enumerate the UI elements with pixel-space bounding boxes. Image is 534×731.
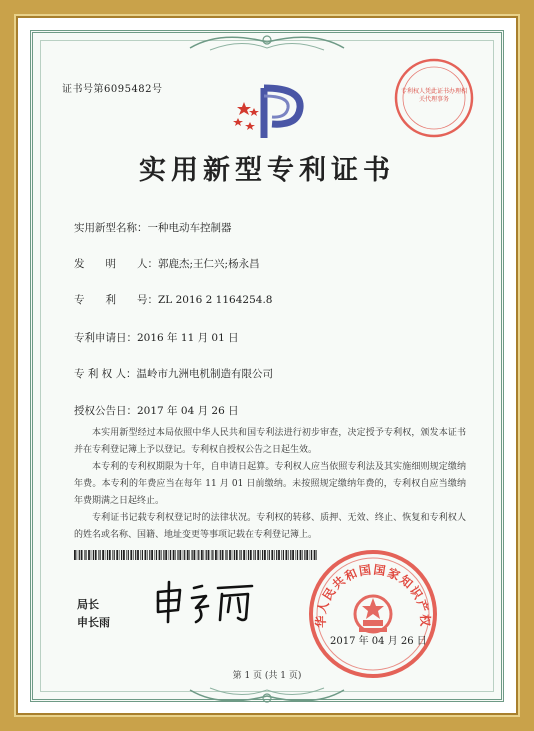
field-value: 2017 年 04 月 26 日 <box>137 405 239 417</box>
field-patentee <box>74 366 273 381</box>
field-label: 专 利 号： <box>74 294 158 306</box>
field-inventors <box>74 256 260 271</box>
seal-main-text <box>307 548 439 680</box>
body-paragraph: 本实用新型经过本局依照中华人民共和国专利法进行初步审查，决定授予专利权，颁发本证书并在专利登记簿上予以登记。专利权自授权公告之日起生效。 <box>74 428 466 455</box>
director-title: 局长 <box>77 598 99 611</box>
field-value: 郭鹿杰;王仁兴;杨永昌 <box>158 258 260 270</box>
field-application-date <box>74 330 239 345</box>
field-label: 授权公告日： <box>74 405 137 417</box>
handwritten-signature <box>150 578 260 626</box>
seal-date: 2017 年 04 月 26 日 <box>330 636 427 647</box>
certificate-title: 实用新型专利证书 <box>139 155 395 186</box>
field-label: 实用新型名称： <box>74 222 148 234</box>
certificate-body <box>74 425 466 544</box>
top-ornament <box>180 28 354 56</box>
field-label: 专 利 权 人： <box>74 368 137 380</box>
patent-office-logo <box>228 84 310 142</box>
field-value: 温岭市九洲电机制造有限公司 <box>136 368 274 380</box>
body-paragraph: 专利证书记载专利权登记时的法律状况。专利权的转移、质押、无效、终止、恢复和专利权人的姓名或名称、国籍、地址变更等事项记载在专利登记簿上。 <box>74 513 466 540</box>
field-label: 发 明 人： <box>74 258 158 270</box>
page-number: 第 1 页 (共 1 页) <box>232 671 302 681</box>
field-patent-number <box>74 292 272 307</box>
bottom-ornament <box>180 682 354 710</box>
field-grant-date <box>74 403 239 418</box>
field-value: 2016 年 11 月 01 日 <box>137 332 239 344</box>
barcode <box>74 550 318 560</box>
seal-top-text: 专利权人凭此证书办理相关代理事务 <box>400 88 467 103</box>
certificate-number: 证书号第6095482号 <box>62 84 163 95</box>
field-value: 一种电动车控制器 <box>147 222 232 234</box>
director-name: 申长雨 <box>77 616 110 629</box>
svg-text:中华人民共和国国家知识产权局: 华人民共和国国家知识产权 <box>313 562 433 628</box>
body-paragraph: 本专利的专利权期限为十年，自申请日起算。专利权人应当依照专利法及其实施细则规定缴纳年费。本专利的年费应当在每年 11 月 01 日前缴纳。未按照规定缴纳年费的，专利权自应当缴纳年费期满之日起终止。 <box>74 462 466 506</box>
field-utility-model-name <box>74 220 232 235</box>
field-value: ZL 2016 2 1164254.8 <box>158 294 273 306</box>
field-label: 专利申请日： <box>74 332 137 344</box>
